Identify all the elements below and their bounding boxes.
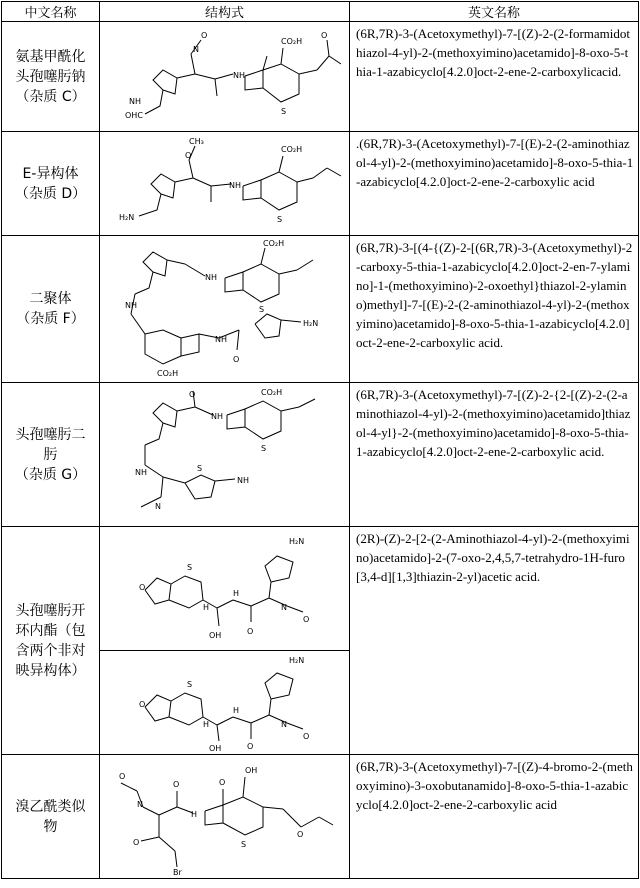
cn-line: （杂质 C）	[15, 88, 86, 105]
cn-line: 肟	[43, 446, 58, 463]
structure-cell	[100, 22, 350, 132]
cn-line: 环内酯（包	[15, 622, 86, 639]
english-name-cell: (6R,7R)-3-[(4-{(Z)-2-[(6R,7R)-3-(Acetoxymethyl)-2-carboxy-5-thia-1-azabicyclo[4.2.0]oct-2-en-7-ylamino]-1-(methoxyimino)-2-oxoethyl}thiazol-2-ylamino)methyl]-7-[(E)-2-(2-aminothiazol-4-yl)-2-(methoxyimino)acetamido]-8-oxo-5-thia-1-azabicyclo[4.2.0]oct-2-ene-2-carboxylic acid.	[350, 236, 639, 383]
atom-label: O	[232, 355, 239, 364]
cn-line: 溴乙酰类似	[15, 798, 86, 815]
atom-label: N	[154, 501, 161, 511]
atom-label: O	[200, 30, 207, 40]
atom-label: OHC	[124, 110, 143, 120]
atom-label: CO₂H	[280, 36, 302, 46]
chinese-name-cell	[2, 527, 100, 755]
atom-label: CH₃	[188, 136, 204, 146]
structure-cell	[100, 755, 350, 879]
atom-label: O	[218, 777, 225, 787]
atom-label: NH	[124, 301, 137, 310]
cn-line: 含两个非对	[15, 642, 86, 659]
atom-label: CO₂H	[260, 387, 282, 397]
atom-label: O	[302, 731, 309, 741]
atom-label: S	[276, 214, 282, 224]
header-structure: 结构式	[100, 2, 350, 22]
table-row	[2, 755, 639, 879]
chinese-name-cell	[2, 132, 100, 236]
chinese-name-cell	[2, 383, 100, 527]
structure-image-bromoacetyl-analogue	[105, 757, 345, 877]
atom-label: NH	[134, 467, 147, 477]
atom-label: NH	[128, 96, 141, 106]
atom-label: H₂N	[118, 212, 134, 222]
atom-label: S	[240, 839, 246, 849]
atom-label: O	[246, 741, 253, 751]
atom-label: N	[280, 602, 287, 612]
cn-line: 二聚体	[29, 291, 72, 307]
atom-label: O	[188, 389, 195, 399]
atom-label: NH	[228, 180, 241, 190]
structure-cell	[100, 132, 350, 236]
english-name-cell: (6R,7R)-3-(Acetoxymethyl)-7-[(Z)-2-(2-formamidothiazol-4-yl)-2-(methoxyimino)acetamido]-8-oxo-5-thia-1-azabicyclo[4.2.0]oct-2-ene-2-carboxylicacid.	[350, 22, 639, 132]
atom-label: S	[196, 463, 202, 473]
atom-label: Br	[172, 867, 182, 877]
header-english-name: 英文名称	[350, 2, 639, 22]
structure-cell	[100, 383, 350, 527]
atom-label: O	[118, 771, 125, 781]
atom-label: S	[280, 106, 286, 116]
chinese-name-cell	[2, 22, 100, 132]
atom-label: NH	[204, 273, 217, 282]
english-name-cell: (2R)-(Z)-2-[2-(2-Aminothiazol-4-yl)-2-(methoxyimino)acetamido]-2-(7-oxo-2,4,5,7-tetrahydro-1H-furo[3,4-d][1,3]thiazin-2-yl)acetic acid.	[350, 527, 639, 755]
structure-image-impurity-g	[105, 385, 345, 525]
table-row	[2, 132, 639, 236]
atom-label: NH	[236, 475, 249, 485]
atom-label: H	[202, 602, 209, 612]
table-row	[2, 527, 639, 651]
atom-label: N	[192, 44, 199, 54]
atom-label: OH	[208, 630, 221, 640]
atom-label: O	[138, 582, 145, 592]
table-header-row	[2, 2, 639, 22]
atom-label: CO₂H	[156, 369, 178, 378]
structure-image-impurity-d	[105, 134, 345, 234]
structure-image-lactone-isomer-2	[105, 653, 345, 753]
cn-line: 物	[43, 818, 58, 835]
atom-label: H	[190, 809, 197, 819]
structure-image-lactone-isomer-1	[105, 530, 345, 648]
atom-label: O	[138, 699, 145, 709]
structure-cell	[100, 651, 350, 755]
cn-line: 映异构体）	[15, 662, 86, 679]
atom-label: NH	[210, 411, 223, 421]
table-row	[2, 22, 639, 132]
cn-line: 头孢噻肟开	[15, 602, 86, 619]
structure-cell	[100, 236, 350, 383]
atom-label: CO₂H	[262, 239, 284, 248]
atom-label: H₂N	[288, 536, 304, 546]
atom-label: S	[258, 305, 264, 314]
cn-line: 氨基甲酰化	[15, 48, 86, 65]
atom-label: O	[246, 626, 253, 636]
atom-label: O	[320, 30, 327, 40]
english-name-cell: (6R,7R)-3-(Acetoxymethyl)-7-[(Z)-2-{2-[(Z)-2-(2-aminothiazol-4-yl)-2-(methoxyimino)acetamido]thiazol-4-yl}-2-(methoxyimino)acetamido]-8-oxo-5-thia-1-azabicyclo[4.2.0]oct-2-ene-2-carboxylic acid.	[350, 383, 639, 527]
chinese-name-cell	[2, 236, 100, 383]
structure-image-impurity-f	[105, 238, 345, 380]
atom-label: NH	[214, 335, 227, 344]
table-row	[2, 383, 639, 527]
cn-line: E-异构体	[22, 165, 79, 182]
atom-label: O	[172, 779, 179, 789]
atom-label: H₂N	[302, 319, 318, 328]
atom-label: O	[296, 829, 303, 839]
english-name-cell: .(6R,7R)-3-(Acetoxymethyl)-7-[(E)-2-(2-aminothiazol-4-yl)-2-(methoxyimino)acetamido]-8-oxo-5-thia-1-azabicyclo[4.2.0]oct-2-ene-2-carboxylic acid	[350, 132, 639, 236]
chinese-name-cell	[2, 755, 100, 879]
cn-line: 头孢噻肟钠	[15, 68, 86, 85]
atom-label: H	[232, 705, 239, 715]
atom-label: H₂N	[288, 655, 304, 665]
atom-label: OH	[244, 765, 257, 775]
english-name-cell: (6R,7R)-3-(Acetoxymethyl)-7-[(Z)-4-bromo-2-(methoxyimino)-3-oxobutanamido]-8-oxo-5-thia-1-azabicyclo[4.2.0]oct-2-ene-2-carboxylic acid	[350, 755, 639, 879]
atom-label: O	[184, 150, 191, 160]
cn-line: （杂质 G）	[14, 466, 87, 483]
atom-label: S	[186, 679, 192, 689]
table-row	[2, 236, 639, 383]
atom-label: S	[186, 562, 192, 572]
header-chinese-name: 中文名称	[2, 2, 100, 22]
cn-line: （杂质 D）	[14, 185, 87, 202]
structure-cell	[100, 527, 350, 651]
atom-label: H	[232, 588, 239, 598]
atom-label: NH	[232, 70, 245, 80]
atom-label: H	[202, 719, 209, 729]
atom-label: O	[132, 837, 139, 847]
atom-label: S	[260, 443, 266, 453]
atom-label: CO₂H	[280, 144, 302, 154]
atom-label: O	[302, 614, 309, 624]
structure-image-impurity-c	[105, 24, 345, 130]
cn-line: （杂质 F）	[16, 311, 85, 327]
atom-label: N	[280, 719, 287, 729]
impurity-table	[1, 1, 639, 879]
cn-line: 头孢噻肟二	[15, 426, 86, 443]
atom-label: N	[136, 799, 143, 809]
atom-label: OH	[208, 743, 221, 753]
